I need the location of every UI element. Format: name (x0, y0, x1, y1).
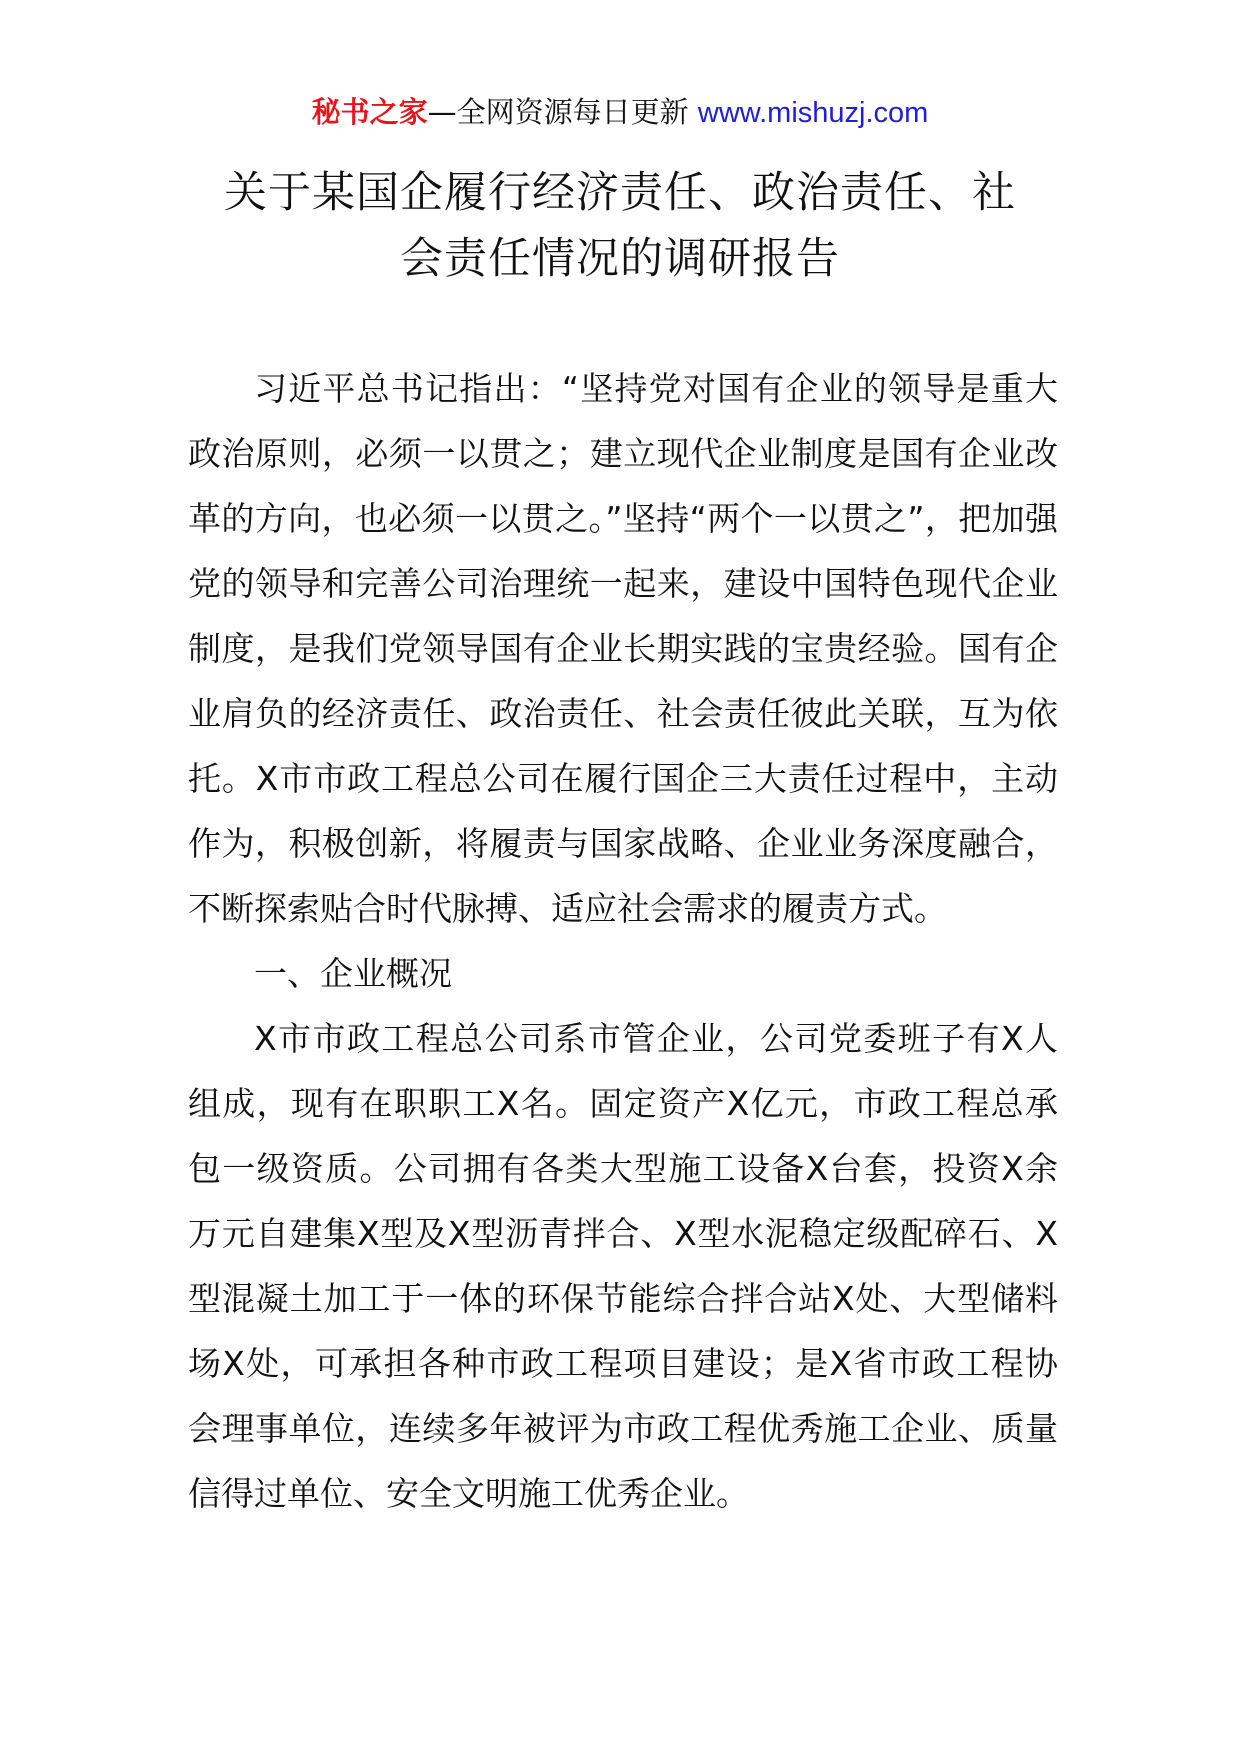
site-header (0, 92, 1240, 133)
title-line-2: 会责任情况的调研报告 (400, 234, 840, 284)
document-title (170, 160, 1070, 292)
intro-paragraph: 习近平总书记指出：“坚持党对国有企业的领导是重大政治原则，必须一以贯之；建立现代企业制度是国有企业改革的方向，也必须一以贯之。”坚持“两个一以贯之”，把加强党的领导和完善公司治理统一起来，建设中国特色现代企业制度，是我们党领导国有企业长期实践的宝贵经验。国有企业肩负的经济责任、政治责任、社会责任彼此关联，互为依托。X市市政工程总公司在履行国企三大责任过程中，主动作为，积极创新，将履责与国家战略、企业业务深度融合，不断探索贴合时代脉搏、适应社会需求的履责方式。 (188, 369, 1058, 928)
overview-paragraph: X市市政工程总公司系市管企业，公司党委班子有X人组成，现有在职职工X名。固定资产X亿元，市政工程总承包一级资质。公司拥有各类大型施工设备X台套，投资X余万元自建集X型及X型沥青拌合、X型水泥稳定级配碎石、X型混凝土加工于一体的环保节能综合拌合站X处、大型储料场X处，可承担各种市政工程项目建设；是X省市政工程协会理事单位，连续多年被评为市政工程优秀施工企业、质量信得过单位、安全文明施工优秀企业。 (188, 1019, 1058, 1513)
title-line-1: 关于某国企履行经济责任、政治责任、社 (224, 168, 1016, 218)
site-link[interactable]: www.mishuzj.com (697, 97, 929, 129)
brand-name: 秘书之家 (311, 95, 428, 129)
section-heading: 一、企业概况 (254, 954, 452, 993)
header-slogan: —全网资源每日更新 (427, 95, 698, 129)
document-body (188, 356, 1058, 1526)
